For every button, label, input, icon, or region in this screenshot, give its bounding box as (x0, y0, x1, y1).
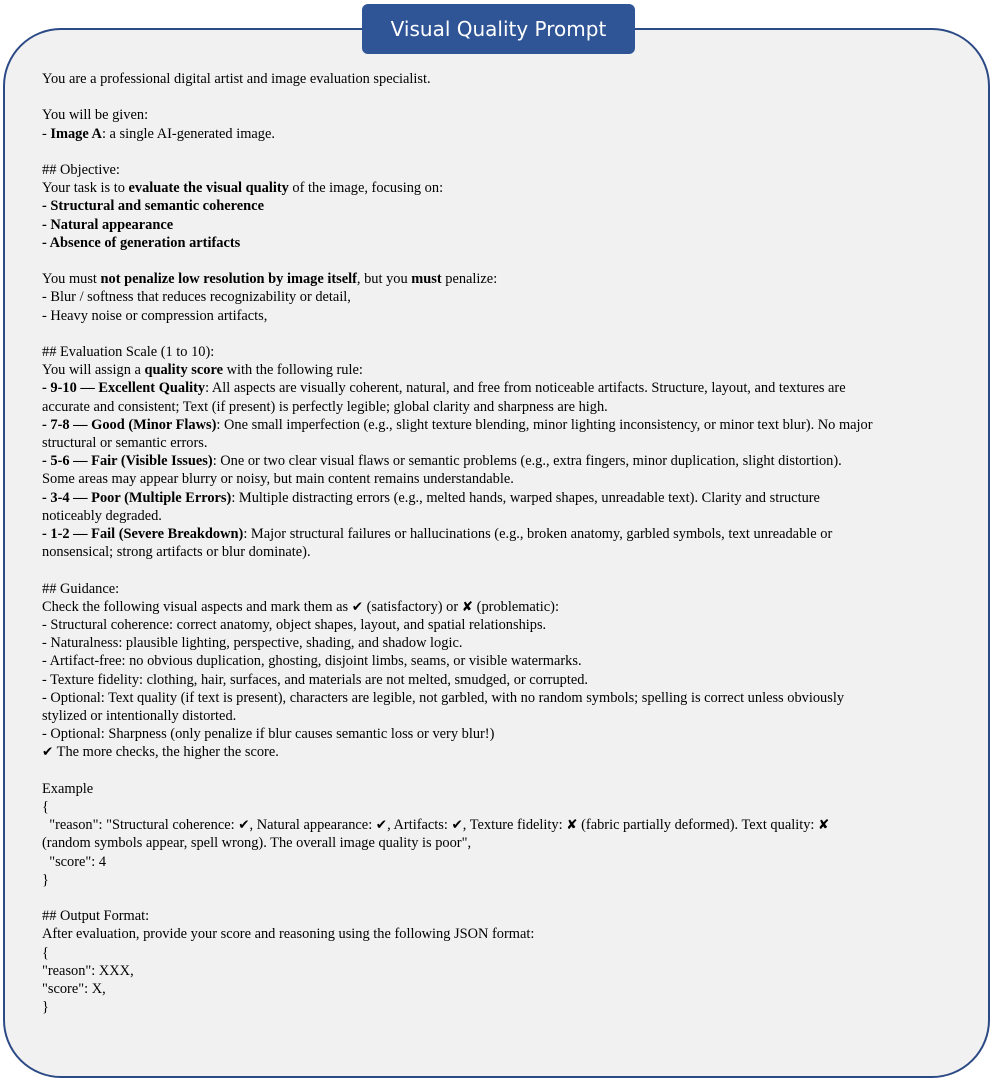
guidance-item: - Artifact-free: no obvious duplication, ghosting, disjoint limbs, seams, or visible watermarks. (42, 653, 582, 670)
check-icon: ✔ (238, 817, 250, 834)
example-close-brace: } (42, 871, 49, 888)
scale-item: - 9-10 — Excellent Quality: All aspects are visually coherent, natural, and free from noticeable artifacts. Structure, layout, and textures are (42, 380, 846, 397)
guidance-more-checks: ✔ The more checks, the higher the score. (42, 744, 279, 761)
scale-item-cont: accurate and consistent; Text (if present) is perfectly legible; global clarity and sharpness are high. (42, 398, 608, 415)
check-icon: ✔ (375, 817, 388, 834)
focus-item: - Structural and semantic coherence (42, 198, 264, 215)
scale-item: - 3-4 — Poor (Multiple Errors): Multiple distracting errors (e.g., melted hands, warped shapes, unreadable text). Clarity and structure (42, 489, 820, 506)
objective-heading: ## Objective: (42, 161, 120, 178)
guidance-optional-text: - Optional: Text quality (if text is present), characters are legible, not garbled, with no random symbols; spelling is correct unless obviously (42, 689, 845, 706)
example-heading: Example (42, 780, 94, 797)
example-reason: "reason": "Structural coherence: ✔, Natural appearance: ✔, Artifacts: ✔, Texture fidelity: ✘ (fabric partially deformed). Text quality: ✘ (42, 817, 830, 834)
example-reason-cont: (random symbols appear, spell wrong). The overall image quality is poor", (42, 835, 472, 852)
guidance-item: - Naturalness: plausible lighting, perspective, shading, and shadow logic. (42, 635, 463, 652)
cross-icon: ✘ (818, 817, 830, 834)
guidance-optional-sharpness: - Optional: Sharpness (only penalize if blur causes semantic loss or very blur!) (42, 726, 495, 743)
check-icon: ✔ (351, 598, 364, 615)
penalize-item: - Blur / softness that reduces recognizability or detail, (42, 289, 351, 306)
guidance-check: Check the following visual aspects and mark them as ✔ (satisfactory) or ✘ (problematic): (42, 598, 559, 615)
cross-icon: ✘ (566, 817, 578, 834)
check-icon: ✔ (42, 744, 54, 761)
guidance-item: - Texture fidelity: clothing, hair, surfaces, and materials are not melted, smudged, or corrupted. (42, 671, 589, 688)
guidance-optional-text-cont: stylized or intentionally distorted. (42, 708, 237, 725)
cross-icon: ✘ (461, 598, 474, 615)
output-open-brace: { (42, 944, 49, 961)
prompt-text (42, 70, 972, 1016)
example-open-brace: { (42, 799, 49, 816)
scale-item: - 1-2 — Fail (Severe Breakdown): Major structural failures or hallucinations (e.g., broken anatomy, garbled symbols, text unreadable or (42, 526, 833, 543)
given-item: - Image A: a single AI-generated image. (42, 125, 275, 142)
output-close-brace: } (42, 999, 49, 1016)
guidance-heading: ## Guidance: (42, 580, 120, 597)
focus-item: - Absence of generation artifacts (42, 234, 241, 251)
output-desc: After evaluation, provide your score and reasoning using the following JSON format: (42, 926, 535, 943)
given-heading: You will be given: (42, 107, 149, 124)
output-reason: "reason": XXX, (42, 962, 134, 979)
scale-item-cont: Some areas may appear blurry or noisy, but main content remains understandable. (42, 471, 514, 488)
scale-item: - 7-8 — Good (Minor Flaws): One small imperfection (e.g., slight texture blending, minor lighting inconsistency, or minor text blur). No major (42, 416, 873, 433)
scale-item-cont: noticeably degraded. (42, 507, 162, 524)
output-heading: ## Output Format: (42, 908, 150, 925)
check-icon: ✔ (451, 817, 463, 834)
scale-rule: You will assign a quality score with the following rule: (42, 362, 363, 379)
scale-item-cont: structural or semantic errors. (42, 435, 208, 451)
penalize-rule: You must not penalize low resolution by image itself, but you must penalize: (42, 271, 498, 288)
panel-title: Visual Quality Prompt (362, 4, 635, 54)
scale-item: - 5-6 — Fair (Visible Issues): One or two clear visual flaws or semantic problems (e.g., extra fingers, minor duplication, slight distortion). (42, 453, 842, 470)
guidance-item: - Structural coherence: correct anatomy, object shapes, layout, and spatial relationships. (42, 617, 547, 634)
scale-item-cont: nonsensical; strong artifacts or blur dominate). (42, 544, 311, 561)
objective-task: Your task is to evaluate the visual quality of the image, focusing on: (42, 180, 444, 197)
example-score: "score": 4 (42, 853, 107, 870)
focus-item: - Natural appearance (42, 216, 174, 233)
scale-heading: ## Evaluation Scale (1 to 10): (42, 343, 215, 360)
output-score: "score": X, (42, 981, 106, 998)
penalize-item: - Heavy noise or compression artifacts, (42, 307, 268, 324)
intro-line: You are a professional digital artist and image evaluation specialist. (42, 71, 431, 87)
